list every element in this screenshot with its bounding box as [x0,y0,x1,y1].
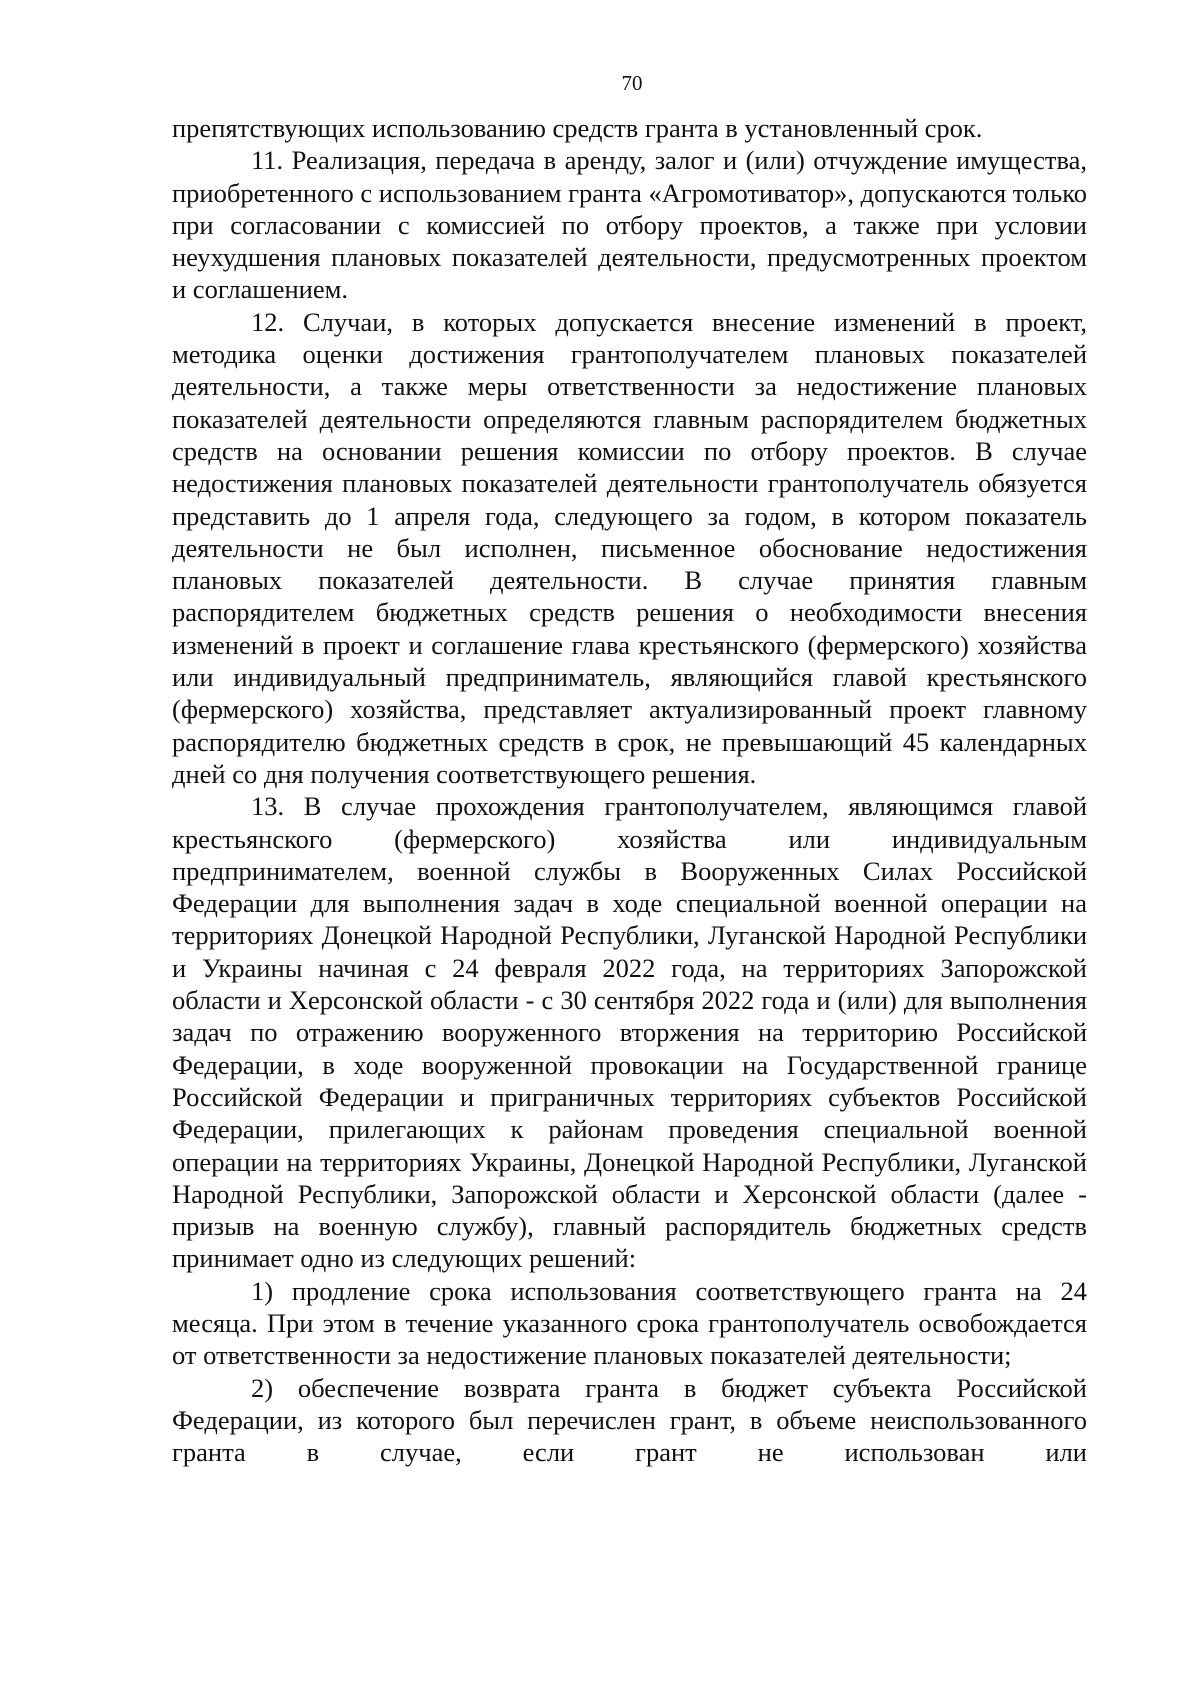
paragraph-item-11: 11. Реализация, передача в аренду, залог и (или) отчуждение имущества, приобретенного с использованием гранта «Агромотиватор», допускаются только при согласовании с комиссией по отбору проектов, а также при условии неухудшения плановых показателей деятельности, предусмотренных проектом и соглашением. [172,145,1087,305]
paragraph-item-13: 13. В случае прохождения грантополучателем, являющимся главой крестьянского (фермерского) хозяйства или индивидуальным предпринимателем, военной службы в Вооруженных Силах Российской Федерации для выполнения задач в ходе специальной военной операции на территориях Донецкой Народной Республики, Луганской Народной Республики и Украины начиная с 24 февраля 2022 года, на территориях Запорожской области и Херсонской области - с 30 сентября 2022 года и (или) для выполнения задач по отражению вооруженного вторжения на территорию Российской Федерации, в ходе вооруженной провокации на Государственной границе Российской Федерации и приграничных территориях субъектов Российской Федерации, прилегающих к районам проведения специальной военной операции на территориях Украины, Донецкой Народной Республики, Луганской Народной Республики, Запорожской области и Херсонской области (далее - призыв на военную службу), главный распорядитель бюджетных средств принимает одно из следующих решений: [172,791,1087,1274]
document-body [172,112,1087,1468]
paragraph-item-12: 12. Случаи, в которых допускается внесение изменений в проект, методика оценки достижения грантополучателем плановых показателей деятельности, а также меры ответственности за недостижение плановых показателей деятельности определяются главным распорядителем бюджетных средств на основании решения комиссии по отбору проектов. В случае недостижения плановых показателей деятельности грантополучатель обязуется представить до 1 апреля года, следующего за годом, в котором показатель деятельности не был исполнен, письменное обоснование недостижения плановых показателей деятельности. В случае принятия главным распорядителем бюджетных средств решения о необходимости внесения изменений в проект и соглашение глава крестьянского (фермерского) хозяйства или индивидуальный предприниматель, являющийся главой крестьянского (фермерского) хозяйства, представляет актуализированный проект главному распорядителю бюджетных средств в срок, не превышающий 45 календарных дней со дня получения соответствующего решения. [172,306,1087,789]
paragraph-subitem-1: 1) продление срока использования соответствующего гранта на 24 месяца. При этом в течение указанного срока грантополучатель освобождается от ответственности за недостижение плановых показателей деятельности; [172,1275,1087,1371]
paragraph-continuation: препятствующих использованию средств гранта в установленный срок. [172,113,983,143]
page-number: 70 [621,71,643,95]
paragraph-subitem-2: 2) обеспечение возврата гранта в бюджет субъекта Российской Федерации, из которого был перечислен грант, в объеме неиспользованного гранта в случае, если грант не использован или [172,1372,1087,1468]
